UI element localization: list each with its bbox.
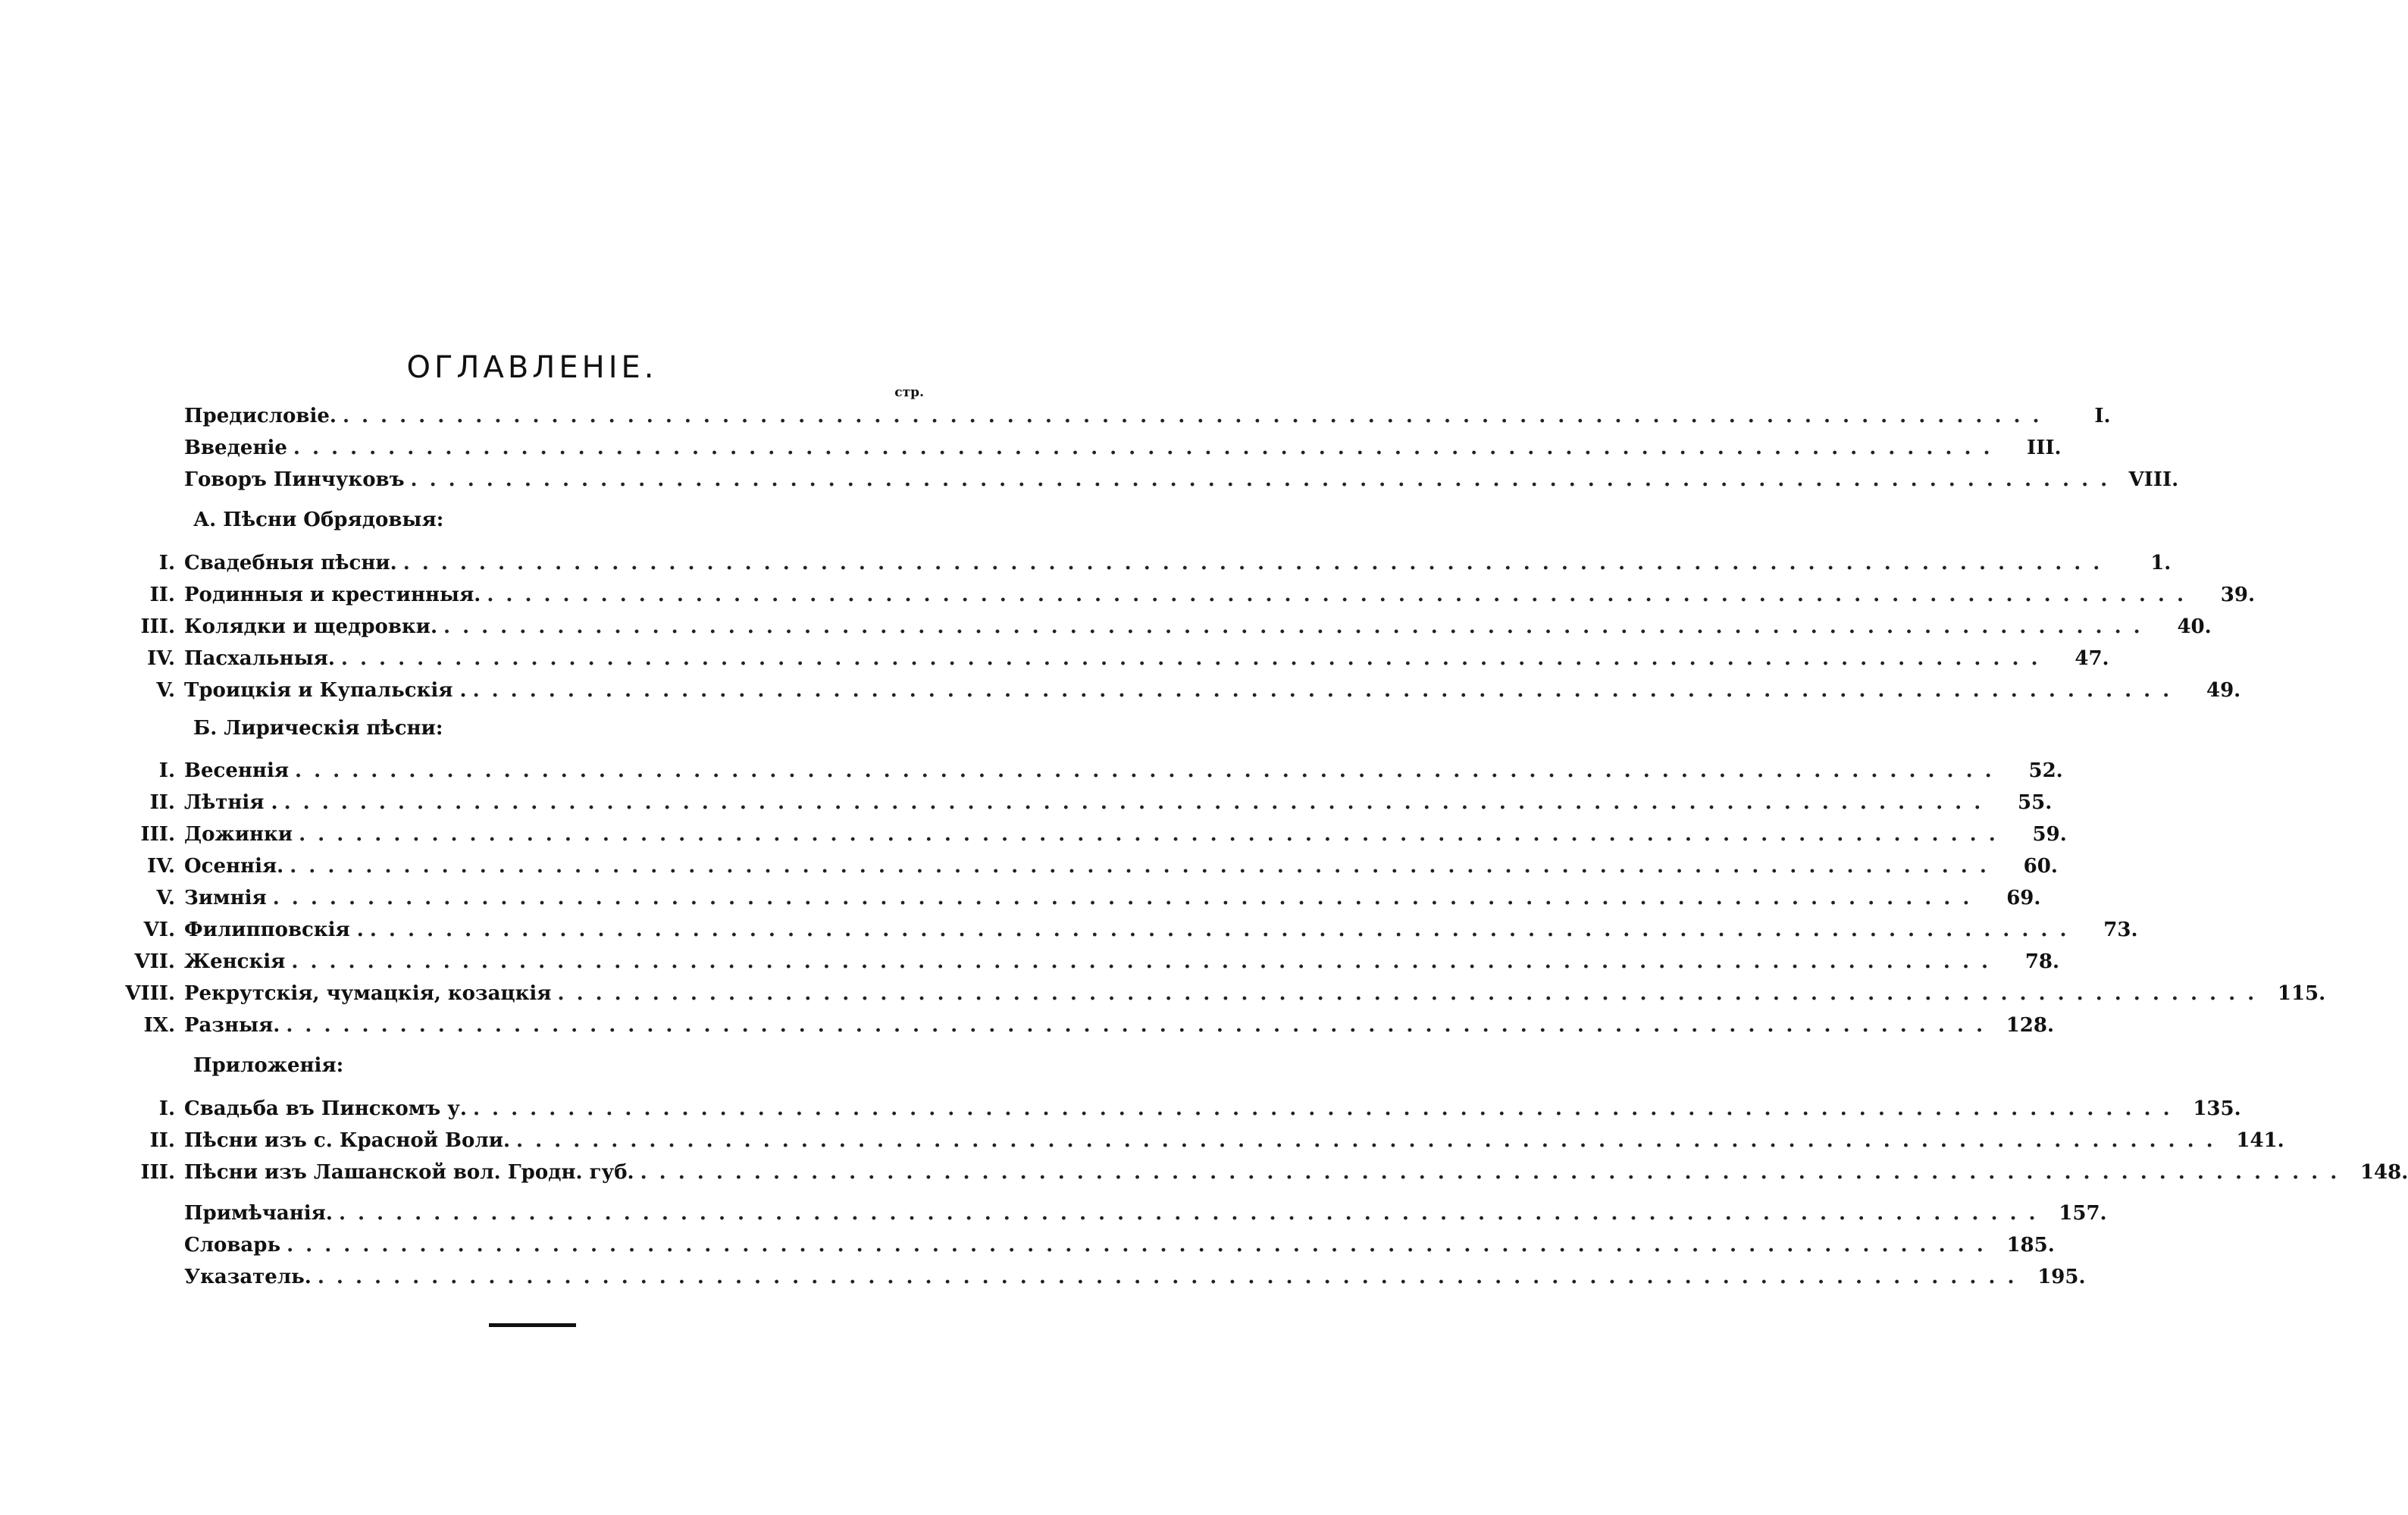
toc-entry[interactable] [121,887,2041,909]
entry-label: Предисловіе. [184,405,337,427]
dot-leader: .......................................................................................... [557,982,2267,1005]
entry-label: Колядки и щедровки. [184,615,438,638]
entry-label: Филипповскія . [184,919,364,941]
entry-page: 141. [2236,1129,2284,1152]
entry-page: 128. [2006,1014,2055,1037]
entry-number: IX. [143,1014,175,1037]
entry-page: 73. [2103,919,2138,941]
toc-entry-govor[interactable] [121,468,2179,491]
entry-page: 195. [2037,1266,2086,1288]
entry-label: Свадьба въ Пинскомъ у. [184,1097,467,1120]
entry-number: I. [158,759,175,782]
toc-entry[interactable] [121,855,2058,878]
entry-label: Свадебныя пѣсни. [184,552,397,574]
entry-label: Словарь [184,1234,281,1257]
entry-number: IV. [147,647,175,670]
section-heading-b: Б. Лирическія пѣсни: [193,717,443,740]
dot-leader: .......................................................................................... [410,468,2120,491]
entry-label: Пѣсни изъ с. Красной Воли. [184,1129,511,1152]
entry-page: 47. [2075,647,2109,670]
entry-number: VII. [134,950,175,973]
toc-entry[interactable] [121,647,2109,670]
closing-rule [489,1323,576,1327]
toc-entry[interactable] [121,1161,2408,1184]
toc-entry[interactable] [121,679,2241,702]
toc-entry[interactable] [121,615,2212,638]
dot-leader: .......................................................................................... [640,1161,2350,1184]
toc-entry[interactable] [121,584,2256,606]
page-title: ОГЛАВЛЕНІЕ. [406,350,658,385]
dot-leader: .......................................................................................... [487,584,2197,606]
entry-page: 1. [2150,552,2172,574]
dot-leader: .......................................................................................... [290,855,1999,878]
toc-entry-ukazatel[interactable] [121,1266,2086,1288]
dot-leader: .......................................................................................... [369,919,2079,941]
entry-label: Введеніе [184,437,287,459]
entry-page: 69. [2006,887,2041,909]
toc-entry[interactable] [121,552,2172,574]
toc-entry[interactable] [121,950,2060,973]
entry-label: Разныя. [184,1014,280,1037]
entry-page: VIII. [2128,468,2179,491]
toc-entry[interactable] [121,1014,2055,1037]
entry-number: II. [149,1129,175,1152]
toc-entry-vvedenie[interactable] [121,437,2062,459]
toc-entry[interactable] [121,1129,2284,1152]
entry-page: 52. [2028,759,2063,782]
entry-label: Лѣтнія . [184,791,278,814]
entry-page: 39. [2220,584,2256,606]
entry-label: Рекрутскія, чумацкія, козацкія [184,982,552,1005]
entry-label: Указатель. [184,1266,312,1288]
entry-page: 40. [2177,615,2212,638]
dot-leader: .......................................................................................... [291,950,2001,973]
toc-entry-slovar[interactable] [121,1234,2055,1257]
dot-leader: .......................................................................................... [340,647,2050,670]
entry-number: VIII. [125,982,175,1005]
entry-label: Пѣсни изъ Лашанской вол. Гродн. губ. [184,1161,634,1184]
entry-number: I. [158,552,175,574]
entry-label: Говоръ Пинчуковъ [184,468,405,491]
dot-leader: .......................................................................................... [287,1234,1996,1257]
toc-entry[interactable] [121,791,2053,814]
entry-page: 135. [2193,1097,2241,1120]
toc-entry[interactable] [121,1097,2241,1120]
entry-page: 157. [2059,1202,2107,1225]
dot-leader: .......................................................................................... [338,1202,2048,1225]
entry-label: Женскія [184,950,286,973]
entry-number: VI. [143,919,175,941]
toc-entry[interactable] [121,823,2067,846]
entry-number: III. [140,1161,175,1184]
dot-leader: .......................................................................................... [516,1129,2225,1152]
dot-leader: .......................................................................................... [272,887,1982,909]
entry-page: 49. [2206,679,2241,702]
entry-page: I. [2094,405,2111,427]
section-heading-appendix: Приложенія: [193,1054,344,1077]
entry-page: 185. [2006,1234,2055,1257]
section-heading-a: А. Пѣсни Обрядовыя: [193,509,444,531]
dot-leader: .......................................................................................... [317,1266,2027,1288]
dot-leader: .......................................................................................... [286,1014,1996,1037]
entry-page: 115. [2277,982,2326,1005]
entry-label: Осеннія. [184,855,284,878]
toc-entry[interactable] [121,919,2138,941]
entry-number: II. [149,791,175,814]
entry-label: Родинныя и крестинныя. [184,584,481,606]
toc-entry-primechaniya[interactable] [121,1202,2107,1225]
dot-leader: .......................................................................................... [402,552,2112,574]
entry-page: 55. [2018,791,2053,814]
entry-number: V. [156,679,175,702]
toc-entry[interactable] [121,982,2326,1005]
page-column-header: стр. [894,385,924,400]
entry-number: V. [156,887,175,909]
dot-leader: .......................................................................................... [472,679,2182,702]
entry-label: Пасхальныя. [184,647,335,670]
entry-number: I. [158,1097,175,1120]
entry-page: III. [2027,437,2062,459]
entry-page: 148. [2359,1161,2408,1184]
entry-number: IV. [147,855,175,878]
dot-leader: .......................................................................................... [293,437,2002,459]
entry-page: 78. [2024,950,2060,973]
dot-leader: .......................................................................................... [342,405,2052,427]
entry-page: 60. [2023,855,2058,878]
entry-number: III. [140,823,175,846]
entry-label: Весеннія [184,759,290,782]
toc-entry-predislovie[interactable] [121,405,2111,427]
dot-leader: .......................................................................................... [283,791,1993,814]
entry-label: Дожинки [184,823,293,846]
toc-entry[interactable] [121,759,2063,782]
dot-leader: .......................................................................................... [472,1097,2182,1120]
dot-leader: .......................................................................................... [295,759,2004,782]
entry-page: 59. [2032,823,2067,846]
entry-label: Троицкія и Купальскія . [184,679,467,702]
entry-number: II. [149,584,175,606]
entry-label: Примѣчанія. [184,1202,333,1225]
entry-number: III. [140,615,175,638]
entry-label: Зимнія [184,887,267,909]
dot-leader: .......................................................................................... [443,615,2153,638]
dot-leader: .......................................................................................... [299,823,2008,846]
